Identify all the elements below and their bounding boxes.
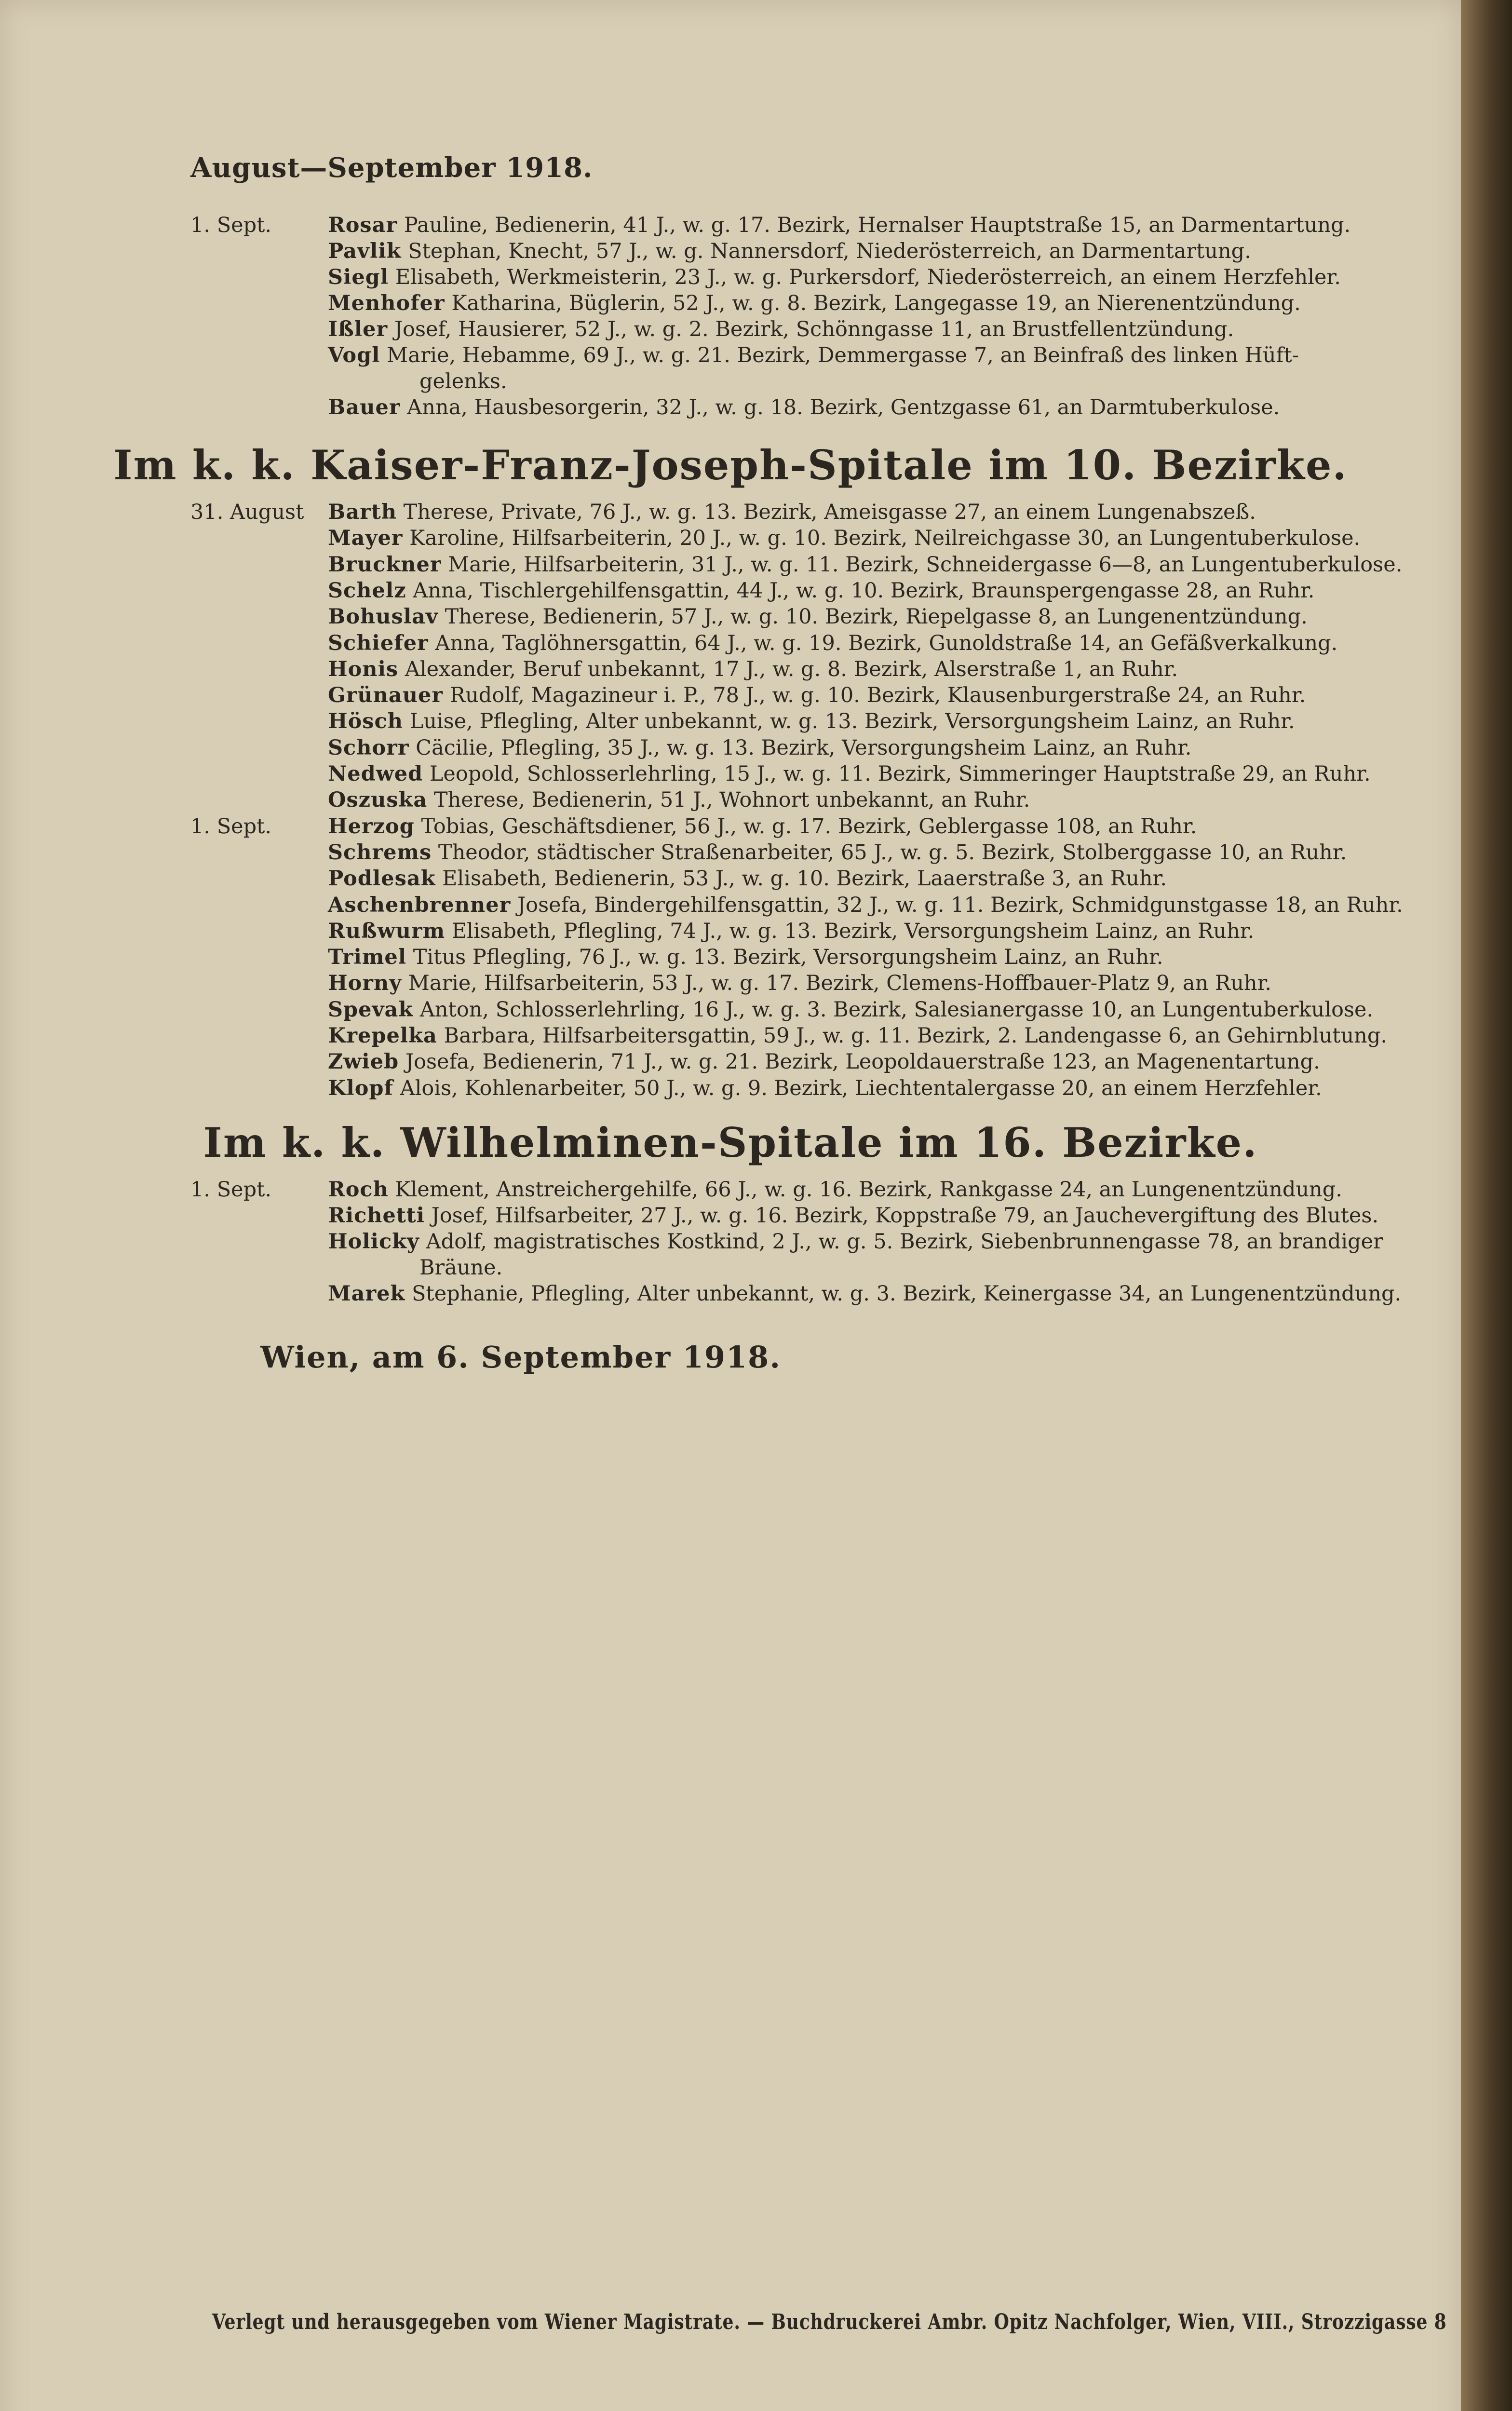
- entry-text-wrapper: [328, 1075, 1322, 1101]
- entry-text-wrapper: [328, 944, 1163, 970]
- deceased-surname: Holicky: [328, 1230, 419, 1254]
- entry-details: Tobias, Geschäftsdiener, 56 J., w. g. 17. Bezirk, Geblergasse 108, an Ruhr.: [421, 814, 1197, 839]
- entry-text-wrapper: [328, 1203, 1378, 1229]
- death-entry-row: [0, 394, 1461, 420]
- entry-text-wrapper: [328, 394, 1280, 420]
- entry-text-wrapper: [328, 761, 1371, 787]
- entry-details: Therese, Bedienerin, 57 J., w. g. 10. Bezirk, Riepelgasse 8, an Lungenentzündung.: [445, 605, 1308, 629]
- entry-details: Adolf, magistratisches Kostkind, 2 J., w. g. 5. Bezirk, Siebenbrunnengasse 78, an brandiger: [426, 1230, 1383, 1254]
- entry-text-wrapper: [328, 238, 1251, 264]
- entry-text-wrapper: [328, 578, 1314, 604]
- death-entry-row: [0, 604, 1461, 630]
- entry-details: gelenks.: [419, 369, 507, 393]
- death-entry-row: [0, 1049, 1461, 1075]
- entry-text-wrapper: [328, 290, 1301, 316]
- entry-details: Leopold, Schlosserlehrling, 15 J., w. g. 11. Bezirk, Simmeringer Hauptstraße 29, an Ruhr.: [429, 762, 1371, 786]
- entry-details: Klement, Anstreichergehilfe, 66 J., w. g. 16. Bezirk, Rankgasse 24, an Lungenentzündung.: [395, 1178, 1342, 1202]
- entry-details: Anna, Taglöhnersgattin, 64 J., w. g. 19. Bezirk, Gunoldstraße 14, an Gefäßverkalkung.: [435, 631, 1338, 655]
- death-entry-row: [0, 342, 1461, 368]
- entry-date: 1. Sept.: [190, 213, 272, 237]
- death-entry-row: [0, 1281, 1461, 1307]
- death-entry-row: [0, 708, 1461, 734]
- entry-details: Therese, Bedienerin, 51 J., Wohnort unbekannt, an Ruhr.: [433, 788, 1030, 812]
- entry-text-wrapper: [328, 342, 1299, 368]
- deceased-surname: Rußwurm: [328, 919, 446, 943]
- death-entry-row: [0, 525, 1461, 551]
- page-header-date: August—September 1918.: [190, 152, 593, 184]
- entry-text-wrapper: [328, 997, 1373, 1023]
- entry-text-wrapper: [328, 630, 1337, 656]
- entry-text-wrapper: [328, 1229, 1383, 1255]
- deceased-surname: Rosar: [328, 213, 398, 237]
- entry-details: Luise, Pflegling, Alter unbekannt, w. g. 13. Bezirk, Versorgungsheim Lainz, an Ruhr.: [409, 709, 1295, 733]
- deceased-surname: Klopf: [328, 1076, 393, 1100]
- death-entry-row: [0, 578, 1461, 604]
- death-entry-row: [0, 866, 1461, 892]
- entry-text-wrapper: [328, 656, 1178, 682]
- death-entry-row: [0, 682, 1461, 708]
- entry-date: 31. August: [190, 500, 304, 524]
- death-entry-row: [0, 264, 1461, 290]
- deceased-surname: Oszuska: [328, 788, 428, 812]
- entry-text-wrapper: [328, 499, 1256, 525]
- deceased-surname: Barth: [328, 500, 397, 524]
- deceased-surname: Zwieb: [328, 1050, 399, 1074]
- entry-details: Josefa, Bindergehilfensgattin, 32 J., w. g. 11. Bezirk, Schmidgunstgasse 18, an Ruhr.: [517, 893, 1403, 917]
- death-entry-row: [0, 1177, 1461, 1203]
- entry-text-wrapper: [328, 970, 1271, 996]
- entry-details: Anton, Schlosserlehrling, 16 J., w. g. 3. Bezirk, Salesianergasse 10, an Lungentuberkulose.: [419, 998, 1374, 1022]
- entry-details: Anna, Tischlergehilfensgattin, 44 J., w. g. 10. Bezirk, Braunspergengasse 28, an Ruhr.: [413, 579, 1315, 603]
- entry-text-wrapper: [328, 552, 1402, 578]
- entry-text-wrapper: [328, 1023, 1387, 1049]
- entry-text-wrapper: [328, 813, 1197, 840]
- entry-details: Marie, Hilfsarbeiterin, 31 J., w. g. 11. Bezirk, Schneidergasse 6—8, an Lungentuberkulose.: [448, 553, 1403, 577]
- entry-details: Marie, Hilfsarbeiterin, 53 J., w. g. 17. Bezirk, Clemens-Hoffbauer-Platz 9, an Ruhr.: [408, 971, 1272, 995]
- deceased-surname: Herzog: [328, 814, 415, 839]
- death-entry-row: [0, 212, 1461, 238]
- death-entry-row: [0, 290, 1461, 316]
- death-entry-row: [0, 1203, 1461, 1229]
- publisher-footer: Verlegt und herausgegeben vom Wiener Magistrate. — Buchdruckerei Ambr. Opitz Nachfolger, Wien, VIII., Strozzigasse 8: [212, 2310, 1447, 2334]
- deceased-surname: Grünauer: [328, 683, 444, 707]
- deceased-surname: Aschenbrenner: [328, 893, 511, 917]
- deceased-surname: Krepelka: [328, 1024, 437, 1048]
- entry-details: Marie, Hebamme, 69 J., w. g. 21. Bezirk, Demmergasse 7, an Beinfraß des linken Hüft-: [387, 343, 1299, 367]
- page-edge-shadow: [1461, 0, 1512, 2411]
- entry-details: Stephan, Knecht, 57 J., w. g. Nannersdorf, Niederösterreich, an Darmentartung.: [408, 239, 1251, 263]
- death-entry-row: [0, 1075, 1461, 1101]
- entry-details: Josef, Hausierer, 52 J., w. g. 2. Bezirk, Schönngasse 11, an Brustfellentzündung.: [394, 317, 1234, 341]
- deceased-surname: Hösch: [328, 709, 403, 733]
- entry-details: Alexander, Beruf unbekannt, 17 J., w. g. 8. Bezirk, Alserstraße 1, an Ruhr.: [405, 657, 1178, 681]
- entry-details: Josef, Hilfsarbeiter, 27 J., w. g. 16. Bezirk, Koppstraße 79, an Jauchevergiftung des Blutes.: [431, 1204, 1379, 1228]
- death-entry-row: [0, 813, 1461, 840]
- signature-line: Wien, am 6. September 1918.: [260, 1340, 781, 1375]
- entry-details: Elisabeth, Werkmeisterin, 23 J., w. g. Purkersdorf, Niederösterreich, an einem Herzfehler.: [395, 265, 1341, 289]
- entry-details: Elisabeth, Bedienerin, 53 J., w. g. 10. Bezirk, Laaerstraße 3, an Ruhr.: [442, 867, 1167, 891]
- entry-details: Rudolf, Magazineur i. P., 78 J., w. g. 10. Bezirk, Klausenburgerstraße 24, an Ruhr.: [449, 683, 1306, 707]
- deceased-surname: Horny: [328, 971, 402, 995]
- hospital-section-heading: Im k. k. Wilhelminen-Spitale im 16. Bezirke.: [203, 1119, 1258, 1166]
- entry-text-wrapper: [328, 316, 1234, 342]
- deceased-surname: Bauer: [328, 395, 401, 420]
- death-entry-row: [0, 316, 1461, 342]
- death-entry-row: [0, 630, 1461, 656]
- entry-details: Josefa, Bedienerin, 71 J., w. g. 21. Bezirk, Leopoldauerstraße 123, an Magenentartung.: [405, 1050, 1320, 1074]
- deceased-surname: Schelz: [328, 579, 406, 603]
- deceased-surname: Spevak: [328, 998, 414, 1022]
- entry-text-wrapper: [328, 892, 1403, 918]
- deceased-surname: Schorr: [328, 736, 409, 760]
- entry-text-wrapper: [328, 1281, 1401, 1307]
- entry-text-wrapper: [328, 525, 1360, 551]
- entry-details: Titus Pflegling, 76 J., w. g. 13. Bezirk, Versorgungsheim Lainz, an Ruhr.: [413, 945, 1163, 969]
- entry-details: Elisabeth, Pflegling, 74 J., w. g. 13. Bezirk, Versorgungsheim Lainz, an Ruhr.: [451, 919, 1255, 943]
- entry-text-wrapper: [328, 918, 1254, 944]
- entry-text-wrapper: [328, 708, 1295, 734]
- death-entry-row: [0, 840, 1461, 866]
- entry-details: Therese, Private, 76 J., w. g. 13. Bezirk, Ameisgasse 27, an einem Lungenabszeß.: [403, 500, 1256, 524]
- entry-text-wrapper: [328, 264, 1341, 290]
- entry-text-wrapper: [328, 840, 1347, 866]
- entry-text-wrapper: [328, 735, 1191, 761]
- deceased-surname: Bruckner: [328, 553, 442, 577]
- deceased-surname: Siegl: [328, 265, 389, 289]
- deceased-surname: Richetti: [328, 1204, 425, 1228]
- death-entry-row: [0, 735, 1461, 761]
- death-entry-row: [0, 918, 1461, 944]
- death-entry-row: [0, 997, 1461, 1023]
- entry-text-wrapper: [328, 682, 1306, 708]
- hospital-section-heading: Im k. k. Kaiser-Franz-Joseph-Spitale im 10. Bezirke.: [113, 441, 1348, 489]
- deceased-surname: Podlesak: [328, 867, 436, 891]
- deceased-surname: Menhofer: [328, 291, 445, 315]
- entry-text-wrapper: [328, 1177, 1342, 1203]
- entry-details: Anna, Hausbesorgerin, 32 J., w. g. 18. Bezirk, Gentzgasse 61, an Darmtuberkulose.: [407, 395, 1280, 420]
- deceased-surname: Marek: [328, 1282, 405, 1306]
- entry-text-wrapper: [328, 1049, 1320, 1075]
- entry-text-wrapper: [328, 604, 1308, 630]
- death-entry-row: [0, 368, 1461, 394]
- deceased-surname: Mayer: [328, 526, 403, 550]
- entry-details: Karoline, Hilfsarbeiterin, 20 J., w. g. 10. Bezirk, Neilreichgasse 30, an Lungentuberkulose.: [409, 526, 1361, 550]
- death-entry-row: [0, 761, 1461, 787]
- deceased-surname: Nedwed: [328, 762, 423, 786]
- entry-details: Theodor, städtischer Straßenarbeiter, 65 J., w. g. 5. Bezirk, Stolberggasse 10, an Ruhr.: [438, 840, 1347, 865]
- death-entry-row: [0, 892, 1461, 918]
- deceased-surname: Pavlik: [328, 239, 402, 263]
- death-entry-row: [0, 499, 1461, 525]
- entry-date: 1. Sept.: [190, 1178, 272, 1202]
- death-entry-row: [0, 656, 1461, 682]
- death-entry-row: [0, 787, 1461, 813]
- entry-details: Bräune.: [419, 1256, 503, 1280]
- entry-details: Alois, Kohlenarbeiter, 50 J., w. g. 9. Bezirk, Liechtentalergasse 20, an einem Herzfehler.: [400, 1076, 1322, 1100]
- deceased-surname: Honis: [328, 657, 399, 681]
- entry-details: Stephanie, Pflegling, Alter unbekannt, w. g. 3. Bezirk, Keinergasse 34, an Lungenentzündung.: [411, 1282, 1402, 1306]
- deceased-surname: Ißler: [328, 317, 388, 341]
- death-entry-row: [0, 1229, 1461, 1255]
- deceased-surname: Schrems: [328, 840, 432, 865]
- entry-text-wrapper: [328, 866, 1167, 892]
- entry-date: 1. Sept.: [190, 814, 272, 839]
- deceased-surname: Bohuslav: [328, 605, 438, 629]
- entry-text-wrapper: [419, 368, 507, 394]
- entry-text-wrapper: [328, 787, 1030, 813]
- entry-details: Katharina, Büglerin, 52 J., w. g. 8. Bezirk, Langegasse 19, an Nierenentzündung.: [451, 291, 1301, 315]
- deceased-surname: Roch: [328, 1178, 389, 1202]
- entry-text-wrapper: [419, 1255, 502, 1281]
- death-entry-row: [0, 552, 1461, 578]
- death-entry-row: [0, 970, 1461, 996]
- deceased-surname: Trimel: [328, 945, 407, 969]
- entry-details: Barbara, Hilfsarbeitersgattin, 59 J., w. g. 11. Bezirk, 2. Landengasse 6, an Gehirnblutung.: [444, 1024, 1388, 1048]
- entry-details: Pauline, Bedienerin, 41 J., w. g. 17. Bezirk, Hernalser Hauptstraße 15, an Darmentartung.: [404, 213, 1351, 237]
- death-entry-row: [0, 1023, 1461, 1049]
- death-entry-row: [0, 238, 1461, 264]
- entry-text-wrapper: [328, 212, 1350, 238]
- death-entry-row: [0, 944, 1461, 970]
- deceased-surname: Vogl: [328, 343, 380, 367]
- entry-details: Cäcilie, Pflegling, 35 J., w. g. 13. Bezirk, Versorgungsheim Lainz, an Ruhr.: [416, 736, 1192, 760]
- deceased-surname: Schiefer: [328, 631, 429, 655]
- death-entry-row: [0, 1255, 1461, 1281]
